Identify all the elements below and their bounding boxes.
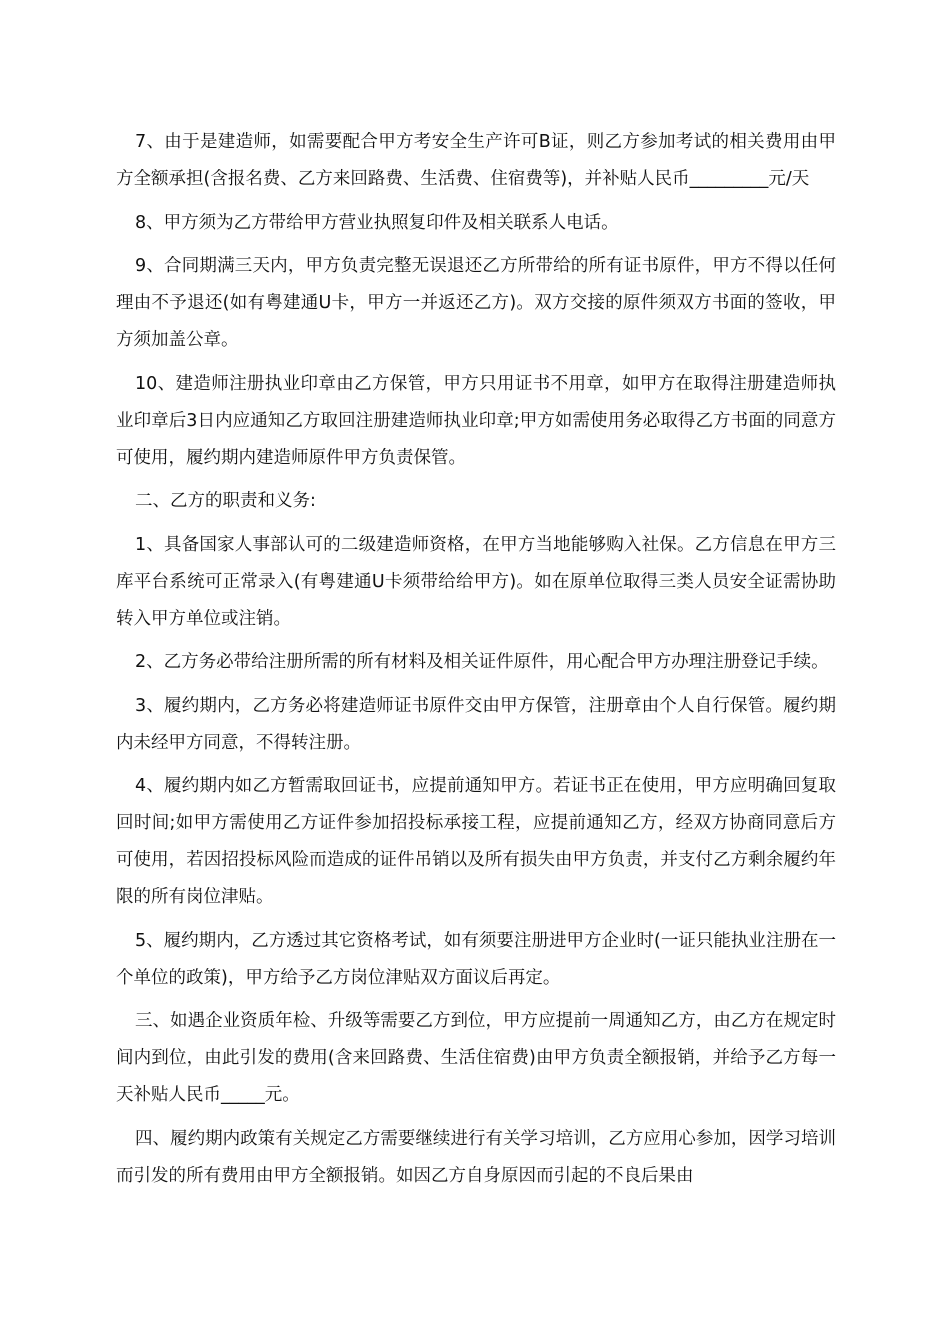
clause-8-paragraph: 8、甲方须为乙方带给甲方营业执照复印件及相关联系人电话。 bbox=[135, 212, 619, 233]
section-2-item-3-paragraph: 3、履约期内，乙方务必将建造师证书原件交由甲方保管，注册章由个人自行保管。履约期内未经甲方同意，不得转注册。 bbox=[116, 695, 836, 753]
section-3-paragraph: 三、如遇企业资质年检、升级等需要乙方到位，甲方应提前一周通知乙方，由乙方在规定时间内到位，由此引发的费用(含来回路费、生活住宿费)由甲方负责全额报销，并给予乙方每一天补贴人民币_____元。 bbox=[116, 1011, 836, 1105]
section-2-item-1-paragraph: 1、具备国家人事部认可的二级建造师资格，在甲方当地能够购入社保。乙方信息在甲方三库平台系统可正常录入(有粤建通U卡须带给给甲方)。如在原单位取得三类人员安全证需协助转入甲方单位或注销。 bbox=[116, 534, 836, 629]
section-2-item-5-paragraph: 5、履约期内，乙方透过其它资格考试，如有须要注册进甲方企业时(一证只能执业注册在一个单位的政策)，甲方给予乙方岗位津贴双方面议后再定。 bbox=[116, 930, 836, 988]
section-4-paragraph: 四、履约期内政策有关规定乙方需要继续进行有关学习培训，乙方应用心参加，因学习培训而引发的所有费用由甲方全额报销。如因乙方自身原因而引起的不良后果由 bbox=[116, 1128, 836, 1186]
clause-10-paragraph: 10、建造师注册执业印章由乙方保管，甲方只用证书不用章，如甲方在取得注册建造师执业印章后3日内应通知乙方取回注册建造师执业印章;甲方如需使用务必取得乙方书面的同意方可使用，履约期内建造师原件甲方负责保管。 bbox=[116, 373, 836, 468]
section-2-item-4-paragraph: 4、履约期内如乙方暂需取回证书，应提前通知甲方。若证书正在使用，甲方应明确回复取回时间;如甲方需使用乙方证件参加招投标承接工程，应提前通知乙方，经双方协商同意后方可使用，若因招投标风险而造成的证件吊销以及所有损失由甲方负责，并支付乙方剩余履约年限的所有岗位津贴。 bbox=[116, 776, 836, 907]
document-body bbox=[116, 124, 836, 1201]
clause-9-paragraph: 9、合同期满三天内，甲方负责完整无误退还乙方所带给的所有证书原件，甲方不得以任何理由不予退还(如有粤建通U卡，甲方一并返还乙方)。双方交接的原件须双方书面的签收，甲方须加盖公章。 bbox=[116, 256, 836, 350]
section-2-item-2-paragraph: 2、乙方务必带给注册所需的所有材料及相关证件原件，用心配合甲方办理注册登记手续。 bbox=[135, 652, 829, 672]
section-2-heading: 二、乙方的职责和义务: bbox=[135, 491, 316, 511]
clause-7-paragraph: 7、由于是建造师，如需要配合甲方考安全生产许可B证，则乙方参加考试的相关费用由甲方全额承担(含报名费、乙方来回路费、生活费、住宿费等)，并补贴人民币_________元/天 bbox=[116, 132, 836, 189]
